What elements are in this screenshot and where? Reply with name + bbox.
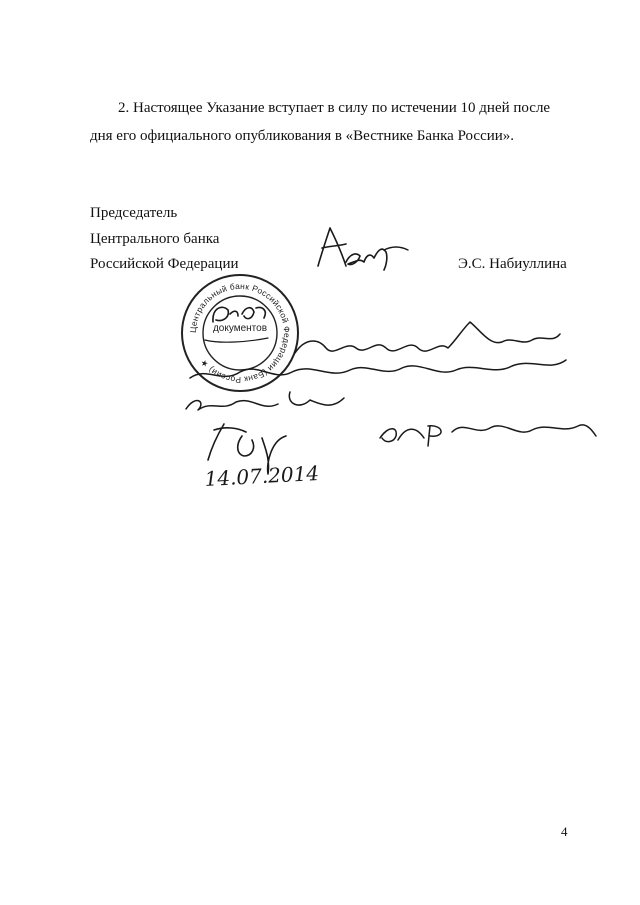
page-number: 4 [561,824,568,839]
paragraph-line-2: дня его официального опубликования в «Вестнике Банка России». [90,128,515,144]
signatory-title-line-1: Председатель [90,205,178,221]
signatory-title-line-2: Центрального банка [90,231,220,247]
signatory-title-line-3: Российской Федерации [90,256,239,272]
certification-handwriting [186,322,596,474]
handwritten-date [204,461,320,491]
stamp-center-label: документов [212,323,268,334]
chairman-signature [318,228,408,270]
stamp-ring-text: Центральный банк Российской Федерации (Банк России) ★ [187,280,293,386]
paragraph-line-1: 2. Настоящее Указание вступает в силу по истечении 10 дней после [118,100,551,116]
signatory-name: Э.С. Набиуллина [458,256,567,272]
certification-date: 14.07.2014 [204,461,320,491]
